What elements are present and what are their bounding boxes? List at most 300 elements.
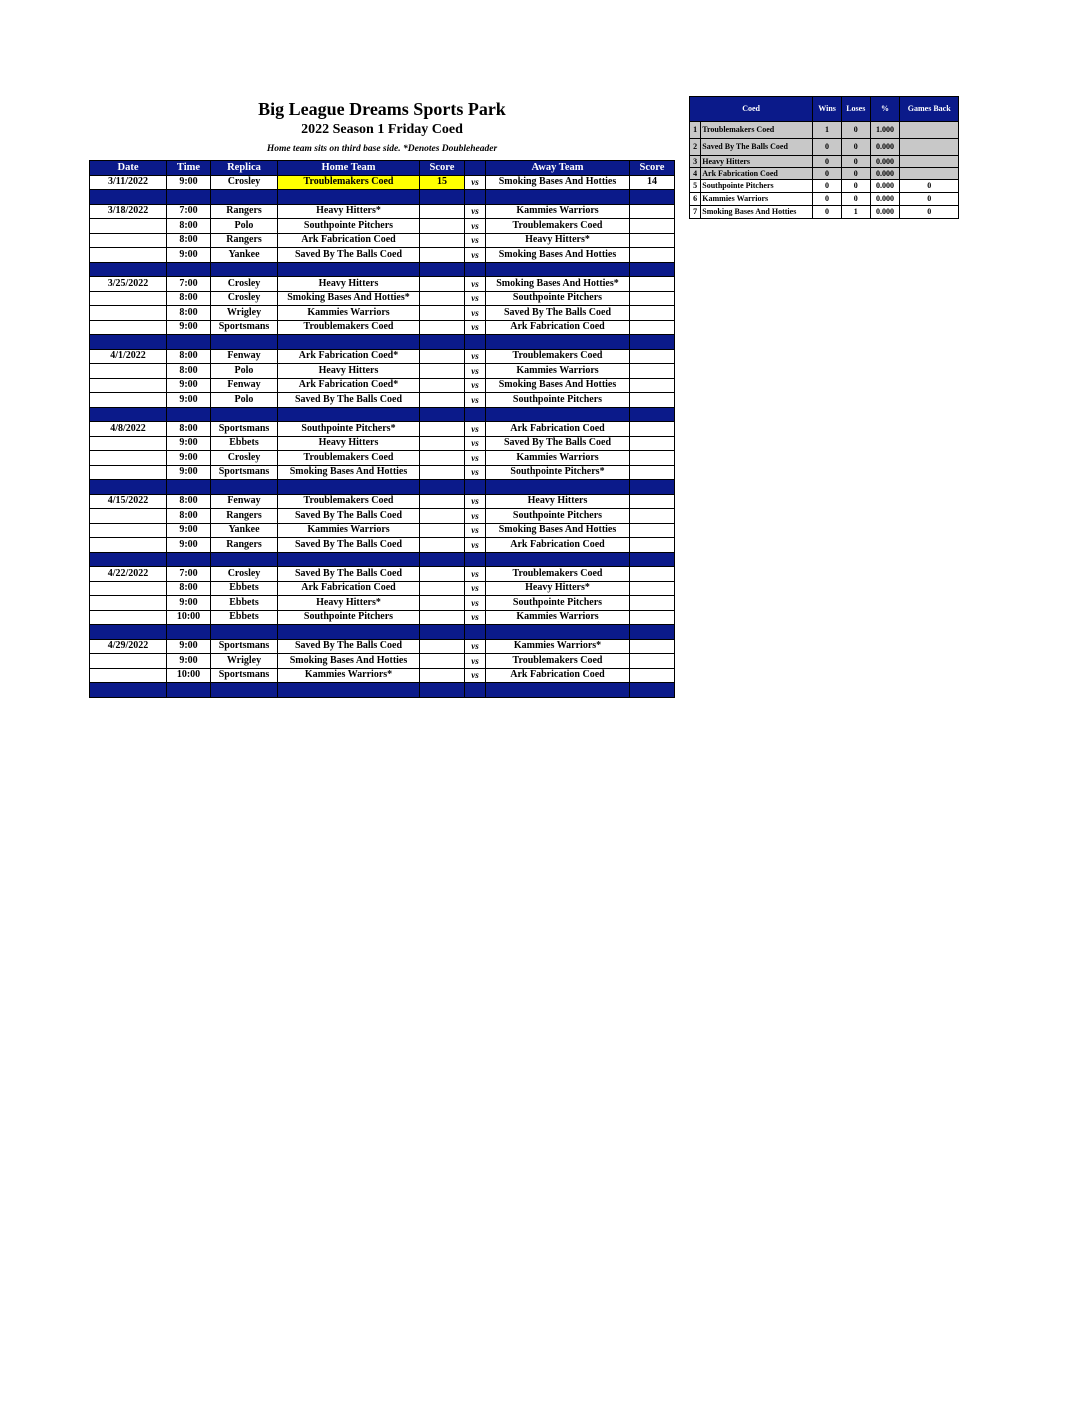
away-team: Troublemakers Coed xyxy=(486,349,630,364)
standing-games-back: 0 xyxy=(900,180,959,193)
game-field: Ebbets xyxy=(211,610,278,625)
away-team: Troublemakers Coed xyxy=(486,219,630,234)
standing-pct: 0.000 xyxy=(870,139,900,156)
week-separator xyxy=(90,552,675,567)
game-time: 9:00 xyxy=(167,538,211,553)
separator-cell xyxy=(420,480,465,495)
schedule-row xyxy=(90,465,675,480)
home-team: Saved By The Balls Coed xyxy=(278,538,420,553)
separator-cell xyxy=(420,552,465,567)
away-team: Southpointe Pitchers xyxy=(486,393,630,408)
separator-cell xyxy=(420,683,465,698)
away-score xyxy=(630,581,675,596)
vs-label: vs xyxy=(465,494,486,509)
home-team: Ark Fabrication Coed* xyxy=(278,349,420,364)
home-team: Smoking Bases And Hotties xyxy=(278,654,420,669)
standing-team: Troublemakers Coed xyxy=(701,122,813,139)
standing-pct: 0.000 xyxy=(870,206,900,219)
home-score xyxy=(420,349,465,364)
vs-label: vs xyxy=(465,233,486,248)
away-score xyxy=(630,639,675,654)
home-score xyxy=(420,610,465,625)
away-score xyxy=(630,320,675,335)
standing-pct: 0.000 xyxy=(870,193,900,206)
away-team: Kammies Warriors xyxy=(486,610,630,625)
standings-header-games-back: Games Back xyxy=(900,97,959,122)
standing-pct: 0.000 xyxy=(870,180,900,193)
separator-cell xyxy=(211,683,278,698)
standing-pct: 0.000 xyxy=(870,156,900,168)
column-header-home-score: Score xyxy=(420,161,465,176)
game-date xyxy=(90,654,167,669)
separator-cell xyxy=(420,407,465,422)
standing-rank: 4 xyxy=(690,168,701,180)
game-time: 8:00 xyxy=(167,494,211,509)
home-score xyxy=(420,494,465,509)
separator-cell xyxy=(486,625,630,640)
away-team: Ark Fabrication Coed xyxy=(486,538,630,553)
away-score xyxy=(630,364,675,379)
separator-cell xyxy=(630,335,675,350)
schedule-row xyxy=(90,393,675,408)
home-team: Smoking Bases And Hotties xyxy=(278,465,420,480)
game-date: 3/18/2022 xyxy=(90,204,167,219)
standings-table xyxy=(689,96,959,219)
separator-cell xyxy=(465,407,486,422)
separator-cell xyxy=(278,552,420,567)
standing-team: Southpointe Pitchers xyxy=(701,180,813,193)
game-field: Sportsmans xyxy=(211,422,278,437)
home-team: Heavy Hitters* xyxy=(278,204,420,219)
game-time: 9:00 xyxy=(167,596,211,611)
away-score xyxy=(630,523,675,538)
home-team: Saved By The Balls Coed xyxy=(278,639,420,654)
schedule-table xyxy=(89,160,675,698)
away-score xyxy=(630,378,675,393)
schedule-row xyxy=(90,451,675,466)
standing-rank: 3 xyxy=(690,156,701,168)
away-score xyxy=(630,509,675,524)
schedule-note: Home team sits on third base side. *Denotes Doubleheader xyxy=(266,144,498,154)
separator-cell xyxy=(90,552,167,567)
standing-pct: 0.000 xyxy=(870,168,900,180)
game-time: 8:00 xyxy=(167,233,211,248)
away-team: Saved By The Balls Coed xyxy=(486,436,630,451)
schedule-row xyxy=(90,349,675,364)
standing-team: Saved By The Balls Coed xyxy=(701,139,813,156)
home-team: Ark Fabrication Coed xyxy=(278,233,420,248)
separator-cell xyxy=(420,190,465,205)
game-date xyxy=(90,610,167,625)
away-score xyxy=(630,291,675,306)
vs-label: vs xyxy=(465,436,486,451)
home-team: Heavy Hitters xyxy=(278,436,420,451)
standing-team: Heavy Hitters xyxy=(701,156,813,168)
game-date: 3/25/2022 xyxy=(90,277,167,292)
vs-label: vs xyxy=(465,320,486,335)
game-date xyxy=(90,306,167,321)
game-date xyxy=(90,248,167,263)
separator-cell xyxy=(211,262,278,277)
separator-cell xyxy=(90,480,167,495)
separator-cell xyxy=(90,407,167,422)
separator-cell xyxy=(211,552,278,567)
home-score xyxy=(420,364,465,379)
standings-header-pct: % xyxy=(870,97,900,122)
away-team: Heavy Hitters* xyxy=(486,581,630,596)
standing-pct: 1.000 xyxy=(870,122,900,139)
away-team: Kammies Warriors xyxy=(486,364,630,379)
schedule-row xyxy=(90,204,675,219)
home-score xyxy=(420,654,465,669)
standings-header-wins: Wins xyxy=(813,97,842,122)
schedule-row xyxy=(90,581,675,596)
away-score xyxy=(630,233,675,248)
game-time: 8:00 xyxy=(167,509,211,524)
away-team: Kammies Warriors xyxy=(486,204,630,219)
schedule-row xyxy=(90,364,675,379)
standing-team: Ark Fabrication Coed xyxy=(701,168,813,180)
standings-header-row xyxy=(690,97,959,122)
home-score xyxy=(420,581,465,596)
vs-label: vs xyxy=(465,378,486,393)
home-team: Ark Fabrication Coed xyxy=(278,581,420,596)
game-time: 7:00 xyxy=(167,204,211,219)
column-header-vs xyxy=(465,161,486,176)
separator-cell xyxy=(630,190,675,205)
away-team: Troublemakers Coed xyxy=(486,654,630,669)
separator-cell xyxy=(90,335,167,350)
away-score xyxy=(630,538,675,553)
game-field: Sportsmans xyxy=(211,639,278,654)
away-score xyxy=(630,451,675,466)
schedule-row xyxy=(90,523,675,538)
separator-cell xyxy=(90,190,167,205)
separator-cell xyxy=(465,480,486,495)
vs-label: vs xyxy=(465,175,486,190)
away-team: Southpointe Pitchers xyxy=(486,291,630,306)
game-field: Fenway xyxy=(211,349,278,364)
separator-cell xyxy=(420,262,465,277)
separator-cell xyxy=(420,625,465,640)
page-subtitle: 2022 Season 1 Friday Coed xyxy=(301,122,463,137)
standing-team: Kammies Warriors xyxy=(701,193,813,206)
separator-cell xyxy=(486,190,630,205)
vs-label: vs xyxy=(465,349,486,364)
home-team: Heavy Hitters xyxy=(278,364,420,379)
column-header-away-score: Score xyxy=(630,161,675,176)
game-time: 9:00 xyxy=(167,248,211,263)
game-date xyxy=(90,364,167,379)
week-separator xyxy=(90,625,675,640)
vs-label: vs xyxy=(465,581,486,596)
vs-label: vs xyxy=(465,567,486,582)
separator-cell xyxy=(211,625,278,640)
game-time: 10:00 xyxy=(167,610,211,625)
away-team: Smoking Bases And Hotties xyxy=(486,523,630,538)
column-header-date: Date xyxy=(90,161,167,176)
vs-label: vs xyxy=(465,277,486,292)
away-team: Kammies Warriors xyxy=(486,451,630,466)
standing-wins: 0 xyxy=(813,156,842,168)
home-score xyxy=(420,306,465,321)
separator-cell xyxy=(465,552,486,567)
away-team: Heavy Hitters xyxy=(486,494,630,509)
home-team: Heavy Hitters* xyxy=(278,596,420,611)
separator-cell xyxy=(486,407,630,422)
home-score xyxy=(420,567,465,582)
standing-games-back xyxy=(900,122,959,139)
game-date: 4/15/2022 xyxy=(90,494,167,509)
column-header-time: Time xyxy=(167,161,211,176)
away-score xyxy=(630,436,675,451)
game-field: Yankee xyxy=(211,523,278,538)
separator-cell xyxy=(278,480,420,495)
game-time: 9:00 xyxy=(167,393,211,408)
page-title: Big League Dreams Sports Park xyxy=(258,99,506,119)
separator-cell xyxy=(211,190,278,205)
game-field: Crosley xyxy=(211,175,278,190)
standing-loses: 1 xyxy=(841,206,870,219)
vs-label: vs xyxy=(465,654,486,669)
separator-cell xyxy=(90,625,167,640)
standing-loses: 0 xyxy=(841,156,870,168)
game-time: 8:00 xyxy=(167,219,211,234)
game-time: 9:00 xyxy=(167,320,211,335)
game-date xyxy=(90,523,167,538)
separator-cell xyxy=(465,262,486,277)
game-field: Polo xyxy=(211,219,278,234)
game-time: 9:00 xyxy=(167,451,211,466)
away-score xyxy=(630,465,675,480)
home-team: Saved By The Balls Coed xyxy=(278,393,420,408)
game-time: 9:00 xyxy=(167,654,211,669)
away-score xyxy=(630,277,675,292)
home-team: Southpointe Pitchers* xyxy=(278,422,420,437)
home-team: Kammies Warriors xyxy=(278,523,420,538)
schedule-row xyxy=(90,494,675,509)
separator-cell xyxy=(90,683,167,698)
away-team: Southpointe Pitchers* xyxy=(486,465,630,480)
separator-cell xyxy=(465,335,486,350)
separator-cell xyxy=(278,683,420,698)
separator-cell xyxy=(167,683,211,698)
game-date xyxy=(90,393,167,408)
standings-body xyxy=(690,122,959,219)
vs-label: vs xyxy=(465,523,486,538)
separator-cell xyxy=(630,552,675,567)
away-team: Smoking Bases And Hotties xyxy=(486,248,630,263)
game-time: 8:00 xyxy=(167,364,211,379)
game-time: 8:00 xyxy=(167,306,211,321)
schedule-row xyxy=(90,654,675,669)
separator-cell xyxy=(630,625,675,640)
home-score xyxy=(420,596,465,611)
schedule-row xyxy=(90,378,675,393)
separator-cell xyxy=(167,335,211,350)
standings-row xyxy=(690,180,959,193)
away-team: Saved By The Balls Coed xyxy=(486,306,630,321)
game-date: 4/1/2022 xyxy=(90,349,167,364)
game-date xyxy=(90,668,167,683)
vs-label: vs xyxy=(465,451,486,466)
game-date xyxy=(90,320,167,335)
game-field: Rangers xyxy=(211,538,278,553)
away-score xyxy=(630,219,675,234)
home-score xyxy=(420,523,465,538)
game-time: 9:00 xyxy=(167,436,211,451)
standings-row xyxy=(690,156,959,168)
standing-loses: 0 xyxy=(841,193,870,206)
separator-cell xyxy=(486,480,630,495)
standing-wins: 0 xyxy=(813,180,842,193)
separator-cell xyxy=(420,335,465,350)
separator-cell xyxy=(486,335,630,350)
away-score xyxy=(630,306,675,321)
standing-games-back xyxy=(900,156,959,168)
separator-cell xyxy=(278,335,420,350)
separator-cell xyxy=(211,335,278,350)
game-field: Polo xyxy=(211,364,278,379)
standings-row xyxy=(690,139,959,156)
game-field: Crosley xyxy=(211,291,278,306)
home-score xyxy=(420,204,465,219)
separator-cell xyxy=(278,407,420,422)
schedule-header-row xyxy=(90,161,675,176)
home-team: Saved By The Balls Coed xyxy=(278,509,420,524)
standing-games-back xyxy=(900,168,959,180)
vs-label: vs xyxy=(465,668,486,683)
standing-rank: 5 xyxy=(690,180,701,193)
separator-cell xyxy=(486,262,630,277)
home-score xyxy=(420,219,465,234)
standing-team: Smoking Bases And Hotties xyxy=(701,206,813,219)
home-score xyxy=(420,538,465,553)
week-separator xyxy=(90,190,675,205)
game-field: Crosley xyxy=(211,451,278,466)
away-team: Smoking Bases And Hotties* xyxy=(486,277,630,292)
away-score xyxy=(630,349,675,364)
separator-cell xyxy=(90,262,167,277)
vs-label: vs xyxy=(465,639,486,654)
standing-wins: 1 xyxy=(813,122,842,139)
home-score xyxy=(420,465,465,480)
game-field: Wrigley xyxy=(211,654,278,669)
separator-cell xyxy=(630,480,675,495)
game-date xyxy=(90,509,167,524)
separator-cell xyxy=(167,407,211,422)
standing-loses: 0 xyxy=(841,168,870,180)
home-score xyxy=(420,277,465,292)
game-field: Sportsmans xyxy=(211,320,278,335)
schedule-body xyxy=(90,175,675,697)
vs-label: vs xyxy=(465,465,486,480)
schedule-row xyxy=(90,248,675,263)
away-team: Troublemakers Coed xyxy=(486,567,630,582)
standing-wins: 0 xyxy=(813,206,842,219)
vs-label: vs xyxy=(465,509,486,524)
standing-games-back: 0 xyxy=(900,193,959,206)
away-team: Ark Fabrication Coed xyxy=(486,422,630,437)
standings-row xyxy=(690,168,959,180)
standing-wins: 0 xyxy=(813,168,842,180)
home-score xyxy=(420,451,465,466)
away-score xyxy=(630,204,675,219)
game-time: 9:00 xyxy=(167,378,211,393)
home-team: Saved By The Balls Coed xyxy=(278,248,420,263)
game-time: 9:00 xyxy=(167,639,211,654)
home-team: Southpointe Pitchers xyxy=(278,610,420,625)
separator-cell xyxy=(465,625,486,640)
game-date xyxy=(90,451,167,466)
schedule-row xyxy=(90,596,675,611)
standings-header-loses: Loses xyxy=(841,97,870,122)
game-time: 8:00 xyxy=(167,291,211,306)
week-separator xyxy=(90,683,675,698)
game-date xyxy=(90,538,167,553)
game-field: Ebbets xyxy=(211,596,278,611)
separator-cell xyxy=(630,407,675,422)
game-field: Fenway xyxy=(211,378,278,393)
schedule-row xyxy=(90,306,675,321)
away-score xyxy=(630,610,675,625)
game-time: 9:00 xyxy=(167,523,211,538)
schedule-row xyxy=(90,175,675,190)
schedule-row xyxy=(90,639,675,654)
schedule-row xyxy=(90,277,675,292)
separator-cell xyxy=(278,190,420,205)
schedule-row xyxy=(90,291,675,306)
home-team: Kammies Warriors xyxy=(278,306,420,321)
away-score xyxy=(630,393,675,408)
vs-label: vs xyxy=(465,306,486,321)
schedule-row xyxy=(90,567,675,582)
standing-loses: 0 xyxy=(841,122,870,139)
away-team: Smoking Bases And Hotties xyxy=(486,175,630,190)
standings-row xyxy=(690,206,959,219)
home-score xyxy=(420,393,465,408)
schedule-row xyxy=(90,233,675,248)
column-header-home-team: Home Team xyxy=(278,161,420,176)
game-field: Polo xyxy=(211,393,278,408)
home-score xyxy=(420,639,465,654)
away-team: Ark Fabrication Coed xyxy=(486,320,630,335)
column-header-replica: Replica xyxy=(211,161,278,176)
away-score xyxy=(630,494,675,509)
vs-label: vs xyxy=(465,393,486,408)
standing-games-back xyxy=(900,139,959,156)
standing-games-back: 0 xyxy=(900,206,959,219)
standings-row xyxy=(690,193,959,206)
game-date: 4/8/2022 xyxy=(90,422,167,437)
separator-cell xyxy=(167,262,211,277)
away-score xyxy=(630,654,675,669)
schedule-row xyxy=(90,219,675,234)
game-field: Rangers xyxy=(211,509,278,524)
away-score xyxy=(630,668,675,683)
game-field: Crosley xyxy=(211,567,278,582)
home-team: Saved By The Balls Coed xyxy=(278,567,420,582)
week-separator xyxy=(90,262,675,277)
game-time: 10:00 xyxy=(167,668,211,683)
game-time: 8:00 xyxy=(167,349,211,364)
home-team: Troublemakers Coed xyxy=(278,451,420,466)
home-score: 15 xyxy=(420,175,465,190)
game-date xyxy=(90,291,167,306)
home-team: Troublemakers Coed xyxy=(278,320,420,335)
separator-cell xyxy=(211,407,278,422)
home-score xyxy=(420,233,465,248)
